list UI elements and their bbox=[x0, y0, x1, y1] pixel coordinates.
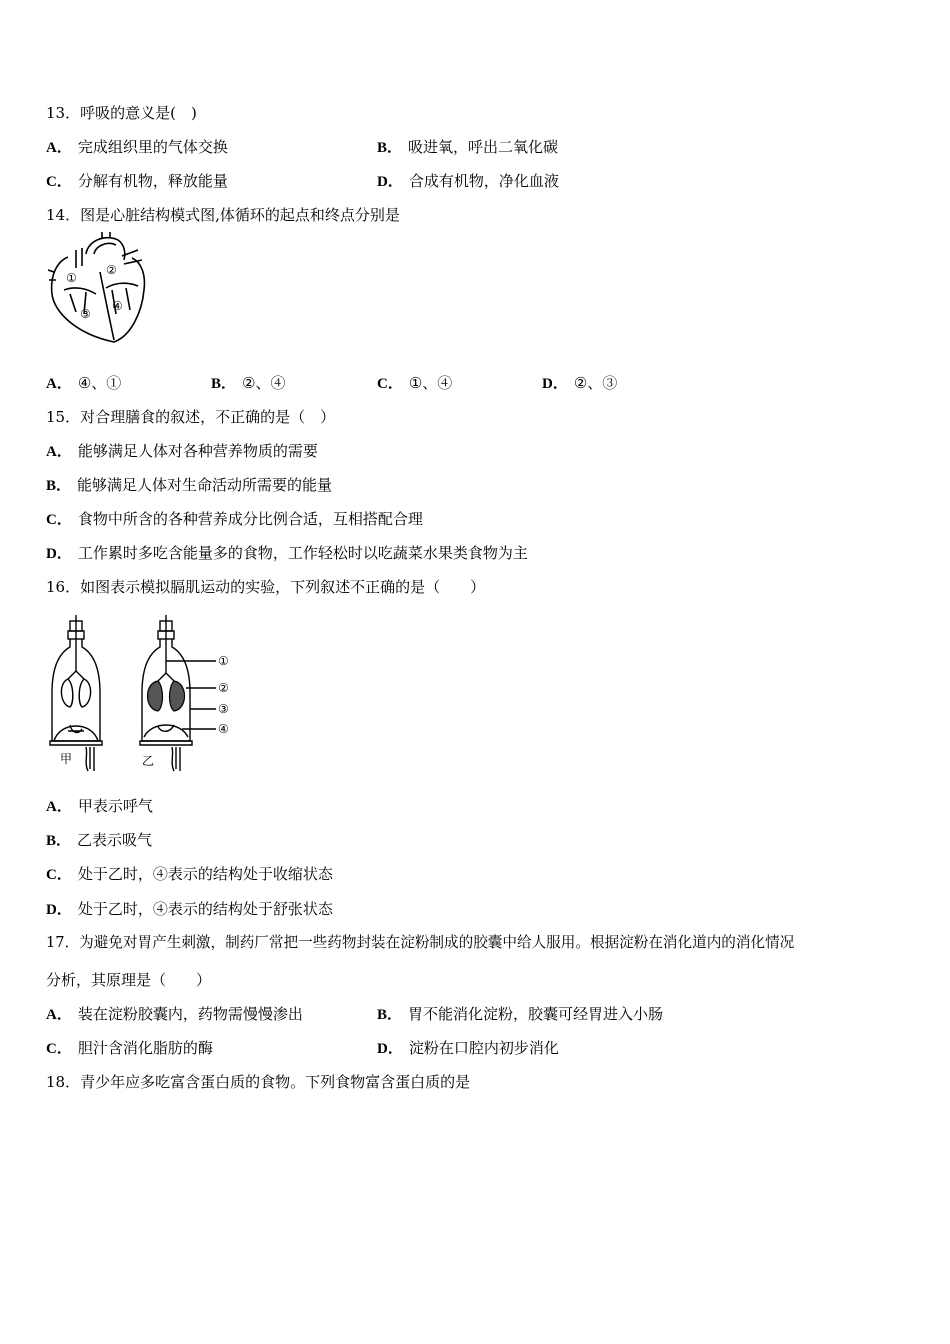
q16-option-b[interactable] bbox=[46, 830, 152, 851]
model-label-4: ④ bbox=[218, 722, 229, 736]
heart-label-3: ③ bbox=[80, 307, 91, 321]
option-letter: B． bbox=[377, 1007, 403, 1023]
option-letter: B． bbox=[46, 478, 72, 494]
option-text: 吸进氧，呼出二氧化碳 bbox=[408, 138, 559, 156]
q13-option-d[interactable] bbox=[377, 171, 559, 192]
option-text: 胃不能消化淀粉，胶囊可经胃进入小肠 bbox=[408, 1005, 664, 1023]
q15-option-c[interactable] bbox=[46, 509, 423, 530]
heart-label-1: ① bbox=[66, 271, 77, 285]
q14-option-a[interactable] bbox=[46, 373, 121, 394]
option-letter: A． bbox=[46, 799, 72, 815]
diaphragm-model-diagram bbox=[46, 613, 246, 773]
q14-option-c[interactable] bbox=[377, 373, 452, 394]
q17-option-c[interactable] bbox=[46, 1038, 213, 1059]
option-letter: A． bbox=[46, 376, 72, 392]
heart-diagram bbox=[46, 232, 156, 347]
q14-option-d[interactable] bbox=[542, 373, 617, 394]
q15-option-b[interactable] bbox=[46, 475, 332, 496]
q13-option-b[interactable] bbox=[377, 137, 558, 158]
model-label-3: ③ bbox=[218, 702, 229, 716]
question-17-stem-continued: 分析，其原理是（ ） bbox=[46, 971, 212, 989]
option-letter: C． bbox=[46, 1041, 72, 1057]
option-text: 胆汁含消化脂肪的酶 bbox=[77, 1039, 213, 1057]
option-letter: D． bbox=[46, 546, 72, 562]
q17-option-a[interactable] bbox=[46, 1004, 303, 1025]
q15-option-a[interactable] bbox=[46, 441, 318, 462]
question-15-stem: 15．对合理膳食的叙述，不正确的是（ ） bbox=[46, 408, 336, 426]
q14-option-b[interactable] bbox=[211, 373, 285, 394]
q16-option-a[interactable] bbox=[46, 796, 153, 817]
heart-label-4: ④ bbox=[112, 299, 123, 313]
question-14-stem: 14．图是心脏结构模式图,体循环的起点和终点分别是 bbox=[46, 206, 400, 224]
option-letter: D． bbox=[46, 902, 72, 918]
option-text: 乙表示吸气 bbox=[77, 831, 153, 849]
option-letter: D． bbox=[377, 1041, 403, 1057]
q16-option-d[interactable] bbox=[46, 899, 333, 920]
option-text: 处于乙时，④表示的结构处于收缩状态 bbox=[77, 865, 333, 883]
option-text: ②、③ bbox=[573, 374, 618, 392]
model-label-1: ① bbox=[218, 654, 229, 668]
heart-label-2: ② bbox=[106, 263, 117, 277]
question-13-stem: 13．呼吸的意义是( ) bbox=[46, 104, 197, 122]
question-18-stem: 18．青少年应多吃富含蛋白质的食物。下列食物富含蛋白质的是 bbox=[46, 1073, 471, 1091]
option-letter: D． bbox=[542, 376, 568, 392]
option-letter: C． bbox=[377, 376, 403, 392]
q15-option-d[interactable] bbox=[46, 543, 528, 564]
q17-option-b[interactable] bbox=[377, 1004, 663, 1025]
option-text: 分解有机物，释放能量 bbox=[77, 172, 228, 190]
option-text: 能够满足人体对各种营养物质的需要 bbox=[77, 442, 318, 460]
q17-option-d[interactable] bbox=[377, 1038, 559, 1059]
option-text: ②、④ bbox=[242, 374, 286, 392]
option-text: 完成组织里的气体交换 bbox=[77, 138, 228, 156]
question-17-stem: 17．为避免对胃产生刺激，制药厂常把一些药物封装在淀粉制成的胶囊中给人服用。根据淀粉在消化道内的消化情况 bbox=[46, 934, 795, 951]
option-letter: D． bbox=[377, 174, 403, 190]
q13-option-a[interactable] bbox=[46, 137, 228, 158]
model-label-yi: 乙 bbox=[142, 754, 155, 768]
option-text: 甲表示呼气 bbox=[77, 797, 153, 815]
option-text: ①、④ bbox=[408, 374, 453, 392]
option-letter: B． bbox=[211, 376, 237, 392]
option-letter: C． bbox=[46, 512, 72, 528]
option-text: 能够满足人体对生命活动所需要的能量 bbox=[77, 476, 333, 494]
option-text: 合成有机物，净化血液 bbox=[408, 172, 559, 190]
model-label-jia: 甲 bbox=[60, 752, 73, 766]
q16-option-c[interactable] bbox=[46, 864, 333, 885]
question-16-stem: 16．如图表示模拟膈肌运动的实验，下列叙述不正确的是（ ） bbox=[46, 578, 486, 596]
option-text: 食物中所含的各种营养成分比例合适，互相搭配合理 bbox=[77, 510, 423, 528]
option-text: 工作累时多吃含能量多的食物，工作轻松时以吃蔬菜水果类食物为主 bbox=[77, 544, 528, 562]
option-letter: B． bbox=[46, 833, 72, 849]
option-text: 处于乙时，④表示的结构处于舒张状态 bbox=[77, 900, 333, 918]
option-text: 淀粉在口腔内初步消化 bbox=[408, 1039, 559, 1057]
option-letter: B． bbox=[377, 140, 403, 156]
option-letter: A． bbox=[46, 1007, 72, 1023]
q13-option-c[interactable] bbox=[46, 171, 228, 192]
option-text: 装在淀粉胶囊内，药物需慢慢渗出 bbox=[77, 1005, 303, 1023]
model-label-2: ② bbox=[218, 681, 229, 695]
option-letter: A． bbox=[46, 444, 72, 460]
option-letter: C． bbox=[46, 867, 72, 883]
option-letter: A． bbox=[46, 140, 72, 156]
option-letter: C． bbox=[46, 174, 72, 190]
option-text: ④、① bbox=[77, 374, 122, 392]
